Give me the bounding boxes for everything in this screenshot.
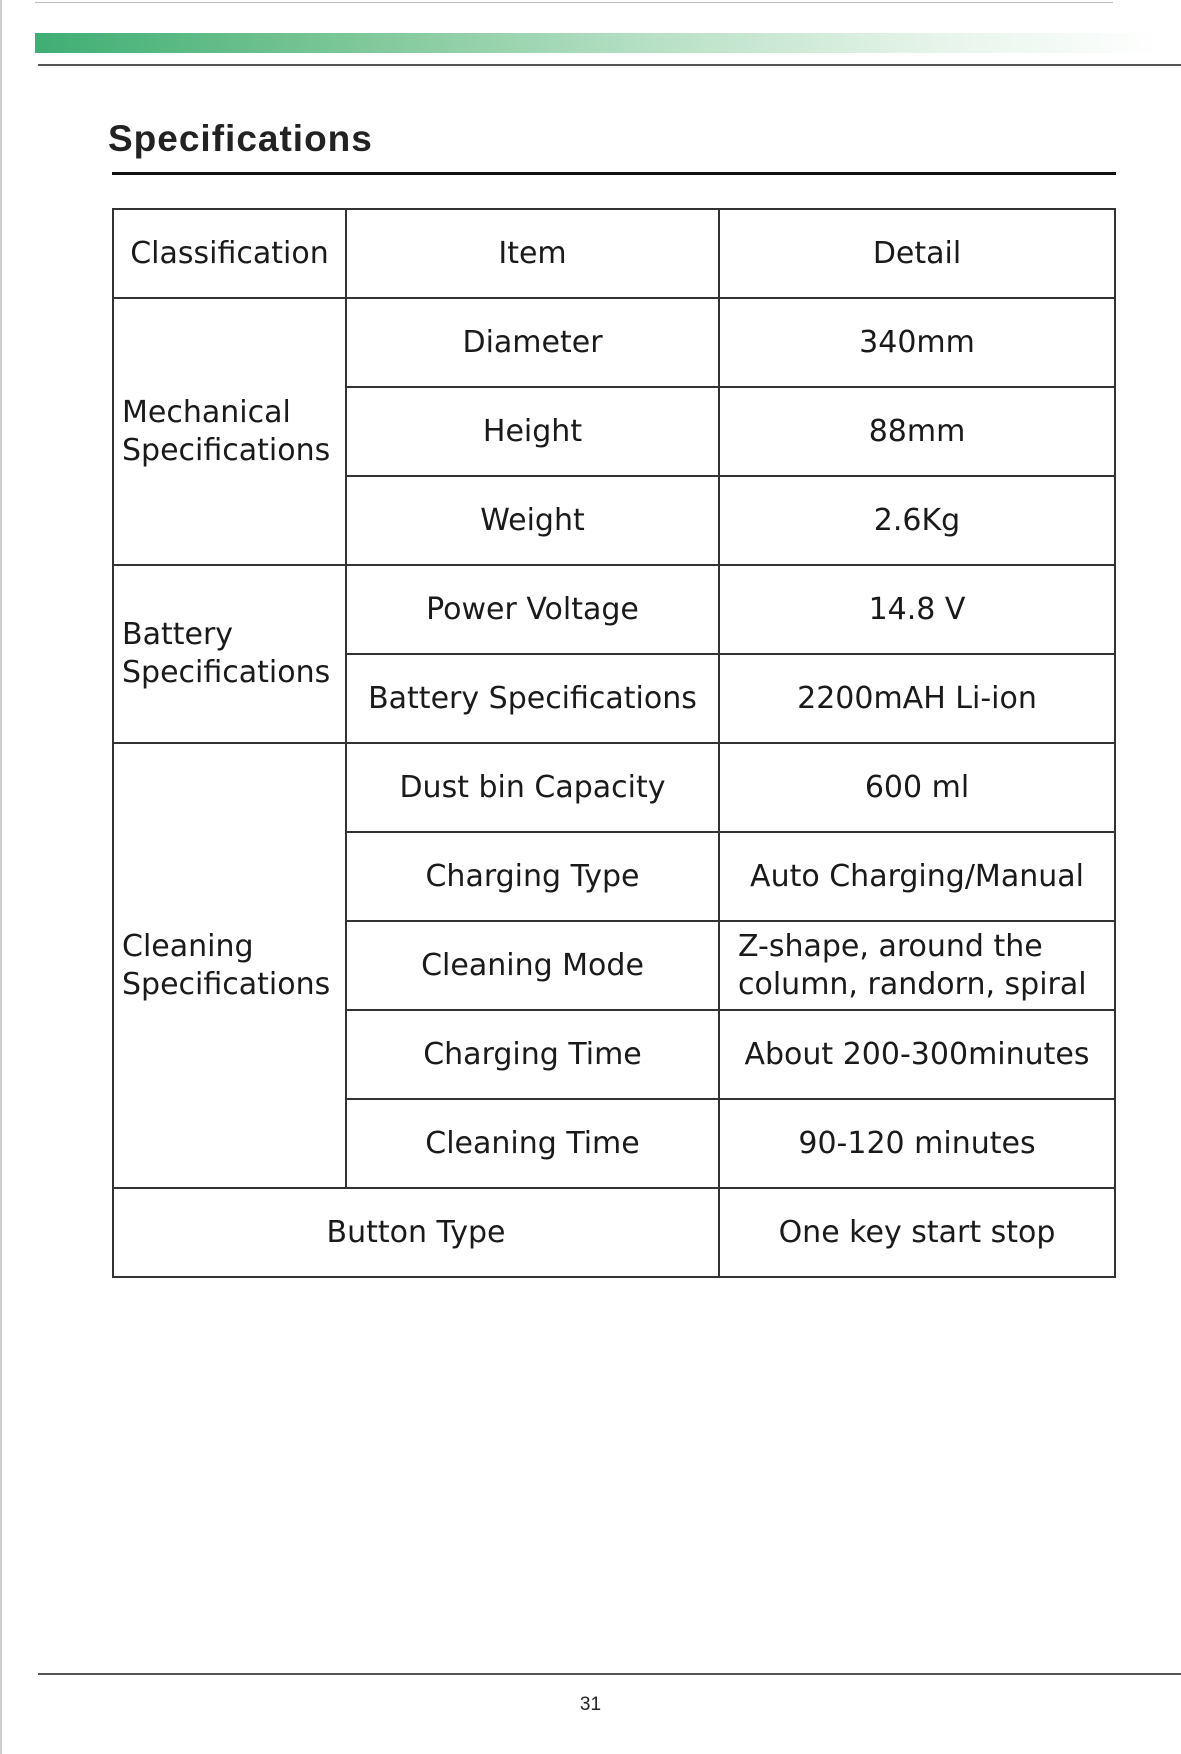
classification-line: Cleaning <box>122 928 254 964</box>
detail-cell: 14.8 V <box>719 565 1115 654</box>
classification-cell <box>113 298 346 565</box>
detail-line: column, randorn, spiral <box>738 966 1087 1002</box>
detail-cell: 600 ml <box>719 743 1115 832</box>
title-underline <box>112 172 1116 175</box>
item-cell: Button Type <box>113 1188 719 1277</box>
detail-line: Z-shape, around the <box>738 928 1043 964</box>
table-row <box>113 1188 1115 1277</box>
detail-cell: Auto Charging/Manual <box>719 832 1115 921</box>
item-cell: Dust bin Capacity <box>346 743 719 832</box>
item-cell: Battery Specifications <box>346 654 719 743</box>
page-title: Specifications <box>108 118 373 159</box>
page-number: 31 <box>579 1694 602 1715</box>
classification-cell <box>113 743 346 1188</box>
classification-line: Specifications <box>122 966 331 1002</box>
item-cell: Power Voltage <box>346 565 719 654</box>
classification-line: Specifications <box>122 432 331 468</box>
table-row <box>113 565 1115 654</box>
item-cell: Weight <box>346 476 719 565</box>
header-item: Item <box>346 209 719 298</box>
item-cell: Cleaning Mode <box>346 921 719 1010</box>
detail-cell: 90-120 minutes <box>719 1099 1115 1188</box>
top-thin-line <box>35 2 1113 3</box>
detail-cell: 88mm <box>719 387 1115 476</box>
item-cell: Charging Time <box>346 1010 719 1099</box>
header-classification: Classification <box>113 209 346 298</box>
header-detail: Detail <box>719 209 1115 298</box>
detail-cell: 2200mAH Li-ion <box>719 654 1115 743</box>
item-cell: Height <box>346 387 719 476</box>
table-header-row <box>113 209 1115 298</box>
detail-cell: 340mm <box>719 298 1115 387</box>
header-gradient-bar <box>35 33 1160 53</box>
detail-cell: About 200-300minutes <box>719 1010 1115 1099</box>
classification-line: Battery <box>122 617 234 652</box>
page-edge <box>0 0 2 1754</box>
classification-cell <box>113 565 346 743</box>
classification-line: Specifications <box>122 655 331 690</box>
table-row <box>113 743 1115 832</box>
detail-cell: 2.6Kg <box>719 476 1115 565</box>
specifications-table <box>112 208 1116 1278</box>
item-cell: Diameter <box>346 298 719 387</box>
item-cell: Cleaning Time <box>346 1099 719 1188</box>
table-row <box>113 298 1115 387</box>
classification-line: Mechanical <box>122 394 291 430</box>
header-rule <box>38 64 1181 66</box>
detail-cell: One key start stop <box>719 1188 1115 1277</box>
footer-rule <box>38 1673 1181 1675</box>
item-cell: Charging Type <box>346 832 719 921</box>
detail-cell <box>719 921 1115 1010</box>
